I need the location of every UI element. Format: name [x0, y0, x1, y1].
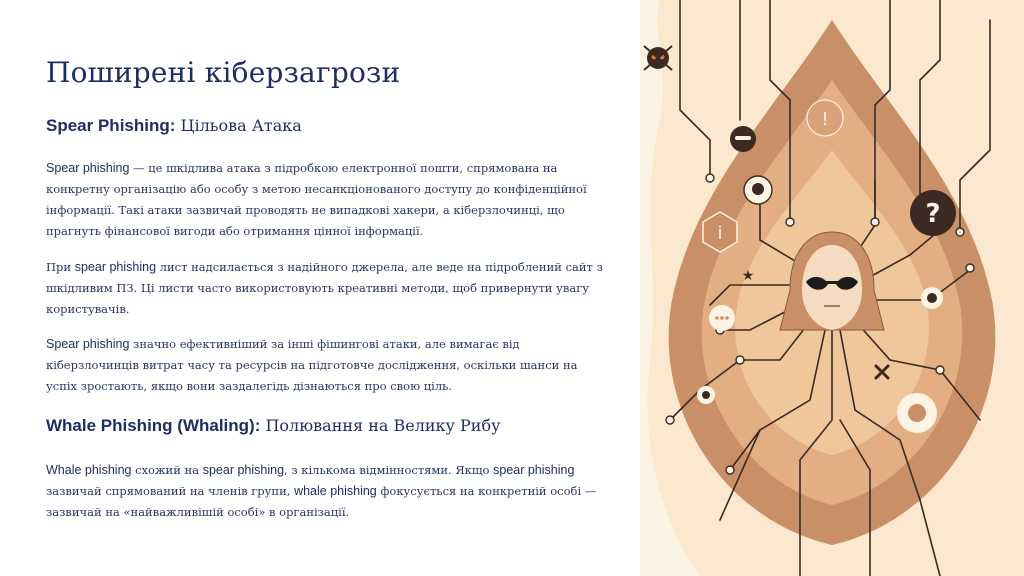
page-title: Поширені кіберзагрози	[46, 56, 401, 89]
svg-text:★: ★	[741, 268, 755, 284]
paragraph	[46, 257, 606, 320]
paragraph	[46, 460, 606, 523]
text-run: значно ефективніший за інші фішингові атаки, але вимагає від кіберзлочинців витрат часу та ресурсів на підготовче дослідження, оскільки шанси на успіх зростають, якщо вони заздалегідь дізнаються про свою ціль.	[46, 337, 578, 393]
svg-text:?: ?	[925, 199, 941, 229]
text-run: При	[46, 260, 75, 274]
heading-ua: Цільова Атака	[175, 116, 302, 135]
svg-text:!: !	[821, 109, 829, 130]
info-icon	[921, 287, 943, 309]
question-icon	[910, 190, 956, 236]
section-heading-whale-phishing	[46, 416, 501, 436]
chat-icon	[709, 305, 735, 331]
text-run: , з кількома відмінностями. Якщо	[284, 463, 494, 477]
text-run: схожий на	[131, 463, 203, 477]
hacker-mask-icon	[730, 126, 756, 152]
text-run: зазвичай спрямований на членів групи,	[46, 484, 295, 498]
skull-icon	[644, 46, 672, 70]
heading-en: Spear Phishing:	[46, 116, 176, 135]
shield-icon	[897, 393, 937, 433]
text-run: — це шкідлива атака з підробкою електронної пошти, спрямована на конкретну організацію або особу з метою несанкціонованого доступу до конфіденційної інформації. Такі атаки зазвичай проводять не випадкові хакери, а кіберзлочинці, що прагнуть фінансової вигоди або отримання цінної інформації.	[46, 161, 587, 238]
keyword-term: Spear phishing	[46, 337, 130, 351]
text-run: лист надсилається з надійного джерела, але веде на підроблений сайт з шкідливим ПЗ. Ці листи часто використовують креативні методи, щоб привернути увагу користувачів.	[46, 260, 603, 316]
paragraph	[46, 158, 606, 242]
keyword-term: whale phishing	[294, 484, 377, 498]
skull-icon	[744, 176, 772, 204]
heading-ua: Полювання на Велику Рибу	[260, 416, 501, 435]
text-run: фокусується на конкретній особі — зазвичай на «найважливішій особі» в організації.	[46, 484, 597, 519]
info-icon	[697, 386, 715, 404]
alert-icon	[807, 100, 843, 136]
section-heading-spear-phishing	[46, 116, 302, 136]
keyword-term: Whale phishing	[46, 463, 132, 477]
keyword-term: spear phishing	[202, 463, 285, 477]
svg-text:i: i	[717, 223, 723, 244]
keyword-term: spear phishing	[493, 463, 575, 477]
phishing-illustration	[640, 0, 1024, 576]
keyword-term: Spear phishing	[46, 161, 130, 175]
heading-en: Whale Phishing (Whaling):	[46, 416, 261, 435]
keyword-term: spear phishing	[74, 260, 157, 274]
star-icon	[742, 268, 755, 284]
paragraph	[46, 334, 606, 397]
